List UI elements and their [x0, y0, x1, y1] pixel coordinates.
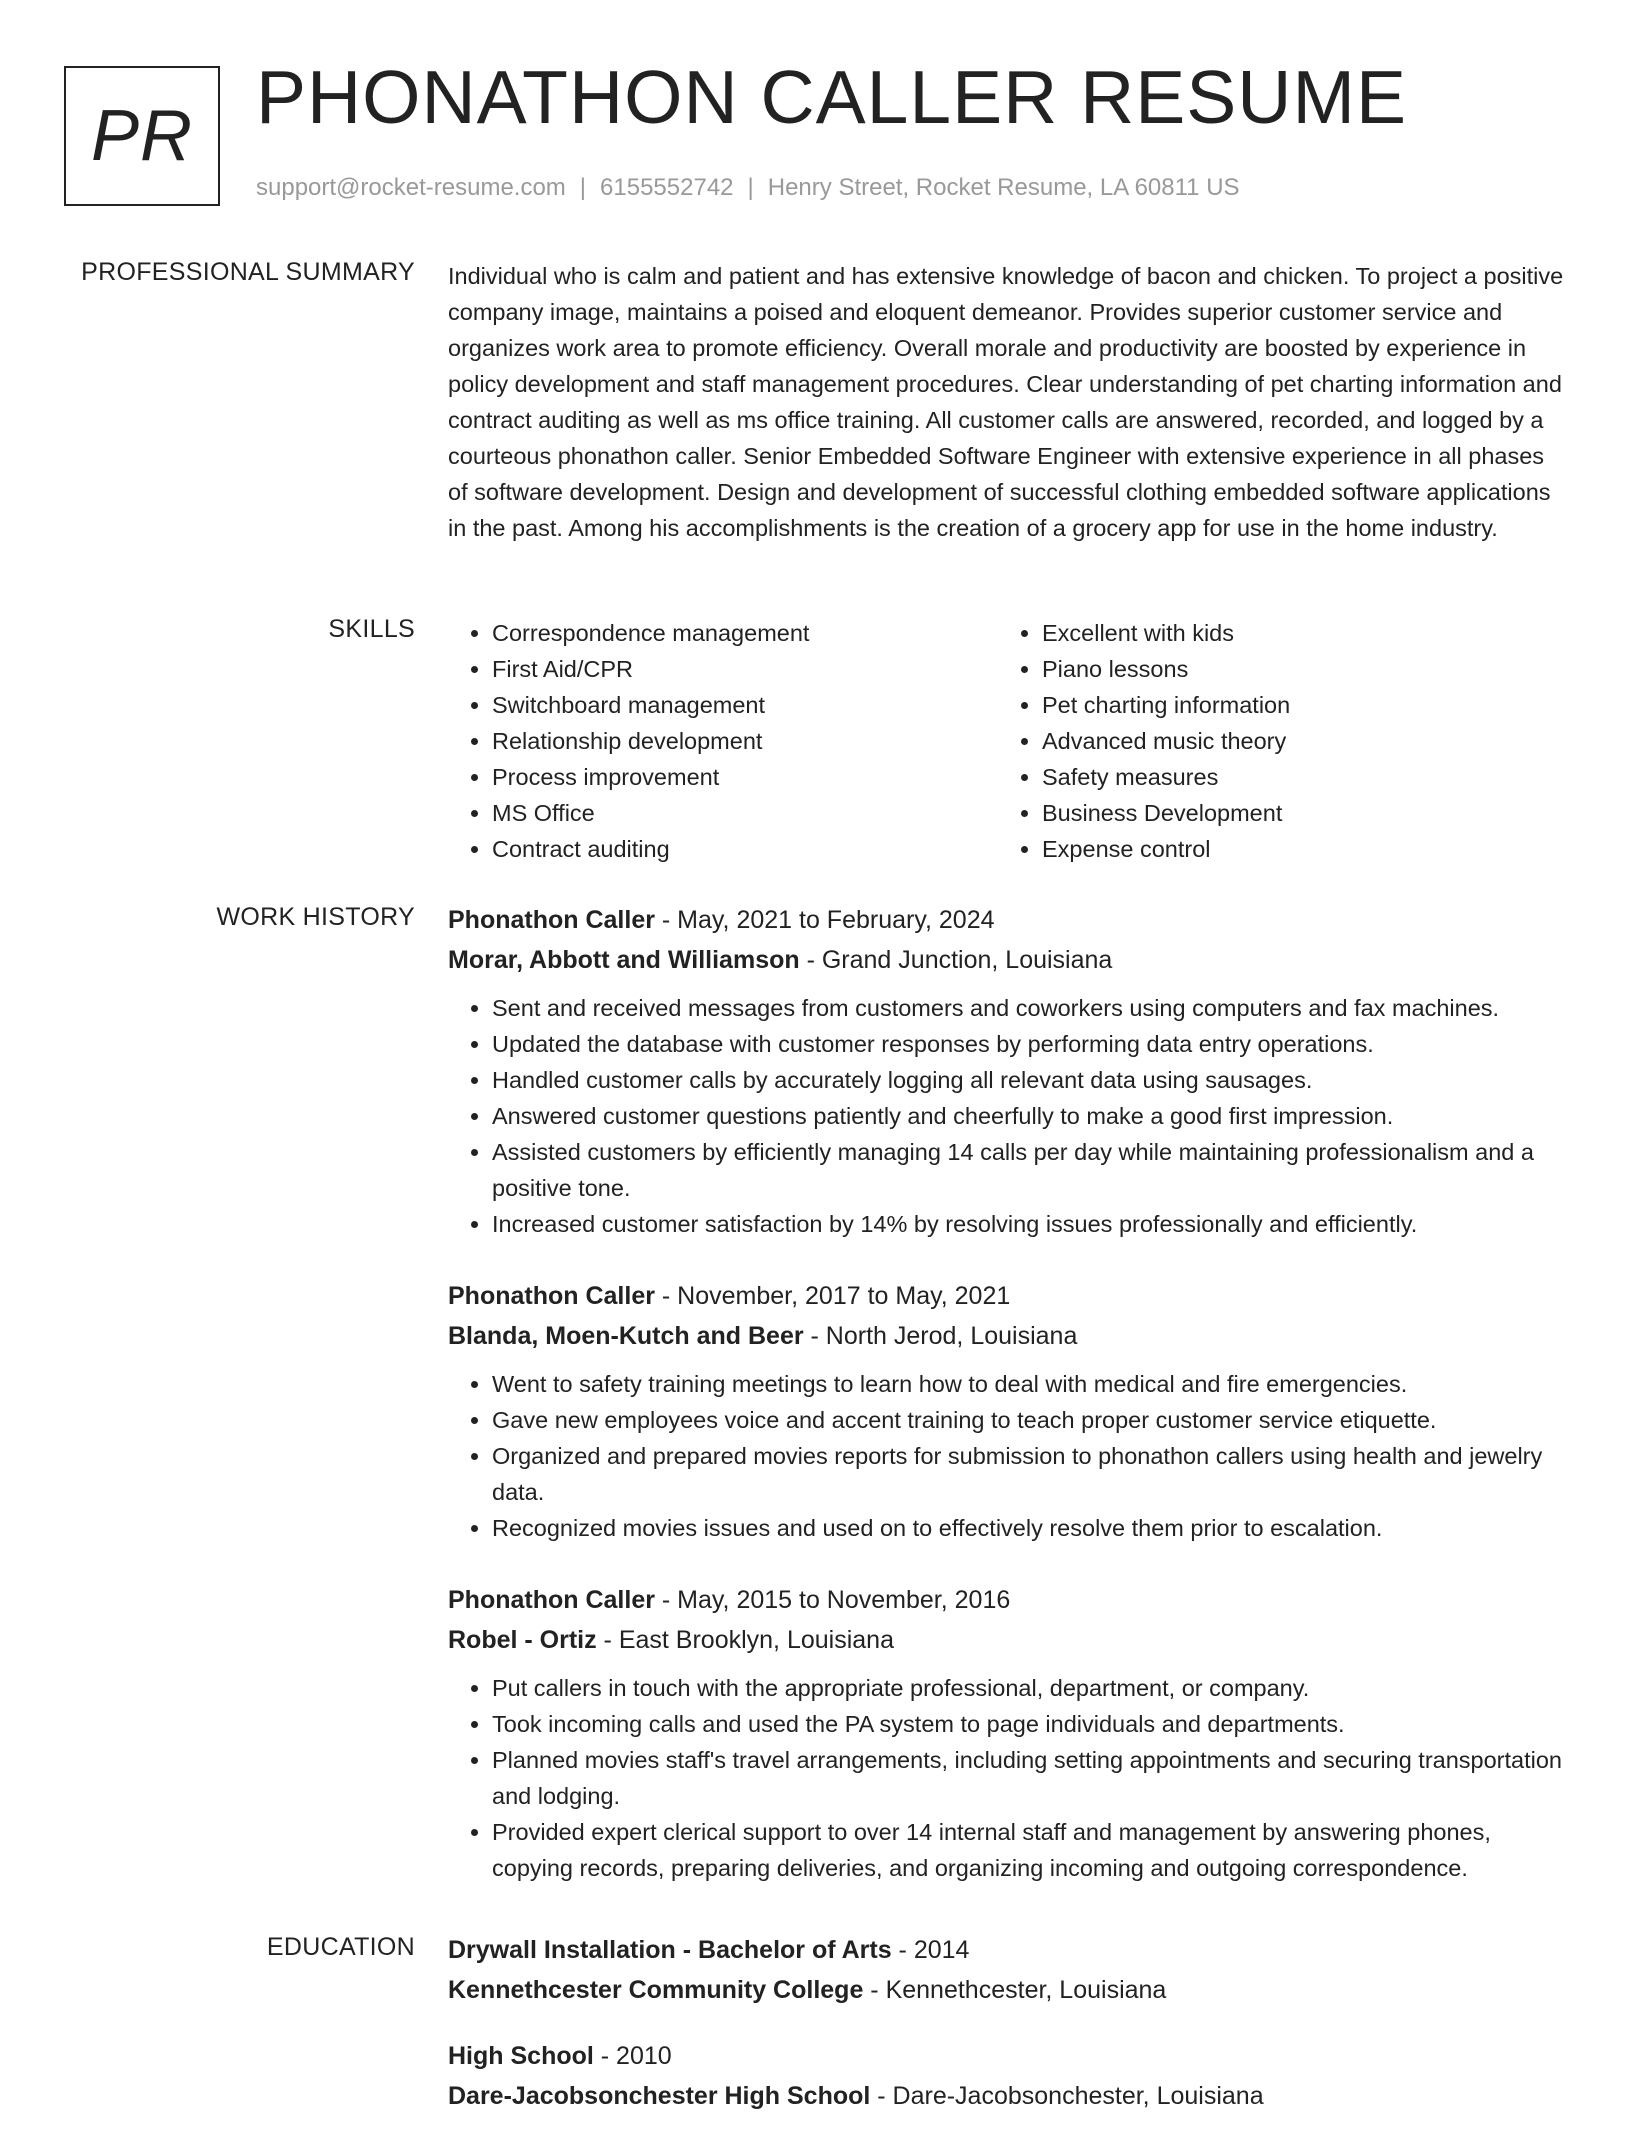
job-entry: [448, 900, 1568, 1242]
education-school-line: [448, 1970, 1568, 2010]
skill-item: • Switchboard management: [492, 687, 998, 723]
monogram-initials: PR: [90, 96, 194, 176]
skill-item: • Safety measures: [1042, 759, 1548, 795]
contact-separator: |: [579, 174, 587, 201]
job-bullet: • Increased customer satisfaction by 14% by resolving issues professionally and efficiently.: [492, 1206, 1568, 1242]
skill-item: • First Aid/CPR: [492, 651, 998, 687]
job-company-line: [448, 1620, 1568, 1660]
skill-item: • MS Office: [492, 795, 998, 831]
contact-phone: 6155552742: [600, 174, 734, 201]
job-company: Morar, Abbott and Williamson: [448, 946, 800, 974]
education-body: [448, 1930, 1568, 2142]
education-school: Kennethcester Community College: [448, 1976, 864, 2004]
job-bullet: • Updated the database with customer responses by performing data entry operations.: [492, 1026, 1568, 1062]
job-title: Phonathon Caller: [448, 1282, 655, 1310]
job-company: Blanda, Moen-Kutch and Beer: [448, 1322, 804, 1350]
job-dates: - May, 2015 to November, 2016: [654, 1586, 1011, 1614]
job-bullet: • Handled customer calls by accurately logging all relevant data using sausages.: [492, 1062, 1568, 1098]
job-bullet: • Provided expert clerical support to over 14 internal staff and management by answering phones, copying records, preparing deliveries, and organizing incoming and outgoing correspondence.: [492, 1814, 1568, 1886]
job-company-line: [448, 1316, 1568, 1356]
skill-item: • Contract auditing: [492, 831, 998, 867]
job-company: Robel - Ortiz: [448, 1626, 597, 1654]
education-degree-line: [448, 1930, 1568, 1970]
skill-item: • Process improvement: [492, 759, 998, 795]
job-entry: [448, 1580, 1568, 1886]
job-bullets: [448, 1366, 1568, 1546]
job-bullet: • Put callers in touch with the appropriate professional, department, or company.: [492, 1670, 1568, 1706]
education-location: - Dare-Jacobsonchester, Louisiana: [870, 2082, 1264, 2110]
job-bullet: • Gave new employees voice and accent training to teach proper customer service etiquette.: [492, 1402, 1568, 1438]
work-body: [448, 900, 1568, 1920]
job-company-line: [448, 940, 1568, 980]
contact-email: support@rocket-resume.com: [256, 174, 566, 201]
skill-item: • Expense control: [1042, 831, 1548, 867]
education-degree-line: [448, 2036, 1568, 2076]
skills-body: [448, 615, 1568, 867]
job-bullet: • Recognized movies issues and used on to effectively resolve them prior to escalation.: [492, 1510, 1568, 1546]
job-bullet: • Sent and received messages from customers and coworkers using computers and fax machines.: [492, 990, 1568, 1026]
job-bullet: • Planned movies staff's travel arrangements, including setting appointments and securing transportation and lodging.: [492, 1742, 1568, 1814]
education-location: - Kennethcester, Louisiana: [863, 1976, 1167, 2004]
section-label-work: WORK HISTORY: [216, 903, 415, 931]
section-label-education: EDUCATION: [266, 1933, 415, 1961]
education-year: - 2014: [891, 1936, 970, 1964]
contact-address: Henry Street, Rocket Resume, LA 60811 US: [767, 174, 1240, 201]
education-year: - 2010: [593, 2042, 672, 2070]
job-location: - East Brooklyn, Louisiana: [596, 1626, 894, 1654]
job-bullet: • Took incoming calls and used the PA system to page individuals and departments.: [492, 1706, 1568, 1742]
education-school: Dare-Jacobsonchester High School: [448, 2082, 871, 2110]
skill-item: • Relationship development: [492, 723, 998, 759]
job-title-line: [448, 1276, 1568, 1316]
education-entry: [448, 2036, 1568, 2116]
job-bullet: • Went to safety training meetings to learn how to deal with medical and fire emergencies.: [492, 1366, 1568, 1402]
summary-body: [448, 258, 1568, 546]
contact-separator: |: [747, 174, 754, 201]
job-bullets: [448, 1670, 1568, 1886]
summary-text: Individual who is calm and patient and has extensive knowledge of bacon and chicken. To project a positive company image, maintains a poised and eloquent demeanor. Provides superior customer service and organizes work area to promote efficiency. Overall morale and productivity are boosted by experience in policy development and staff management procedures. Clear understanding of pet charting information and contract auditing as well as ms office training. All customer calls are answered, recorded, and logged by a courteous phonathon caller. Senior Embedded Software Engineer with extensive experience in all phases of software development. Design and development of successful clothing embedded software applications in the past. Among his accomplishments is the creation of a grocery app for use in the home industry.: [448, 263, 1564, 541]
education-school-line: [448, 2076, 1568, 2116]
job-title-line: [448, 1580, 1568, 1620]
skill-item: • Excellent with kids: [1042, 615, 1548, 651]
job-dates: - May, 2021 to February, 2024: [654, 906, 995, 934]
education-degree: High School: [448, 2042, 594, 2070]
skill-item: • Correspondence management: [492, 615, 998, 651]
skill-item: • Piano lessons: [1042, 651, 1548, 687]
contact-line: [256, 174, 1240, 202]
section-label-summary: PROFESSIONAL SUMMARY: [81, 258, 415, 286]
job-entry: [448, 1276, 1568, 1546]
job-location: - North Jerod, Louisiana: [803, 1322, 1078, 1350]
skills-list-left: [448, 615, 998, 867]
job-location: - Grand Junction, Louisiana: [799, 946, 1113, 974]
job-dates: - November, 2017 to May, 2021: [654, 1282, 1011, 1310]
job-bullet: • Assisted customers by efficiently managing 14 calls per day while maintaining professionalism and a positive tone.: [492, 1134, 1568, 1206]
skill-item: • Advanced music theory: [1042, 723, 1548, 759]
skill-item: • Business Development: [1042, 795, 1548, 831]
skill-item: • Pet charting information: [1042, 687, 1548, 723]
monogram-box: [64, 66, 220, 206]
job-bullet: • Organized and prepared movies reports for submission to phonathon callers using health and jewelry data.: [492, 1438, 1568, 1510]
skills-columns: [448, 615, 1568, 867]
job-bullet: • Answered customer questions patiently and cheerfully to make a good first impression.: [492, 1098, 1568, 1134]
resume-title: PHONATHON CALLER RESUME: [256, 55, 1407, 139]
job-bullets: [448, 990, 1568, 1242]
job-title: Phonathon Caller: [448, 1586, 655, 1614]
job-title-line: [448, 900, 1568, 940]
skills-list-right: [998, 615, 1548, 867]
education-entry: [448, 1930, 1568, 2010]
education-degree: Drywall Installation - Bachelor of Arts: [448, 1936, 892, 1964]
job-title: Phonathon Caller: [448, 906, 655, 934]
section-label-skills: SKILLS: [328, 615, 415, 643]
